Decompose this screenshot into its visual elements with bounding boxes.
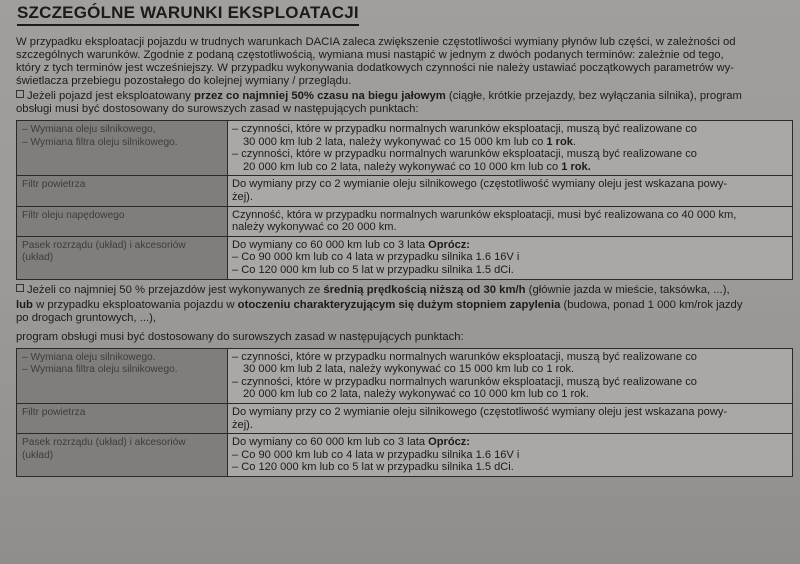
checkbox-bullet-icon [16, 284, 24, 292]
checkbox-bullet-icon [16, 90, 24, 98]
table-row: Pasek rozrządu (układ) i akcesoriów (układ) Do wymiany co 60 000 km lub co 3 lata Oprócz: – Co 90 000 km lub co 4 lata w przypadku silnika 1.6 16V i – Co 120 000 km lub co 5 lat w przypadku silnika 1.5 dCi. [17, 434, 793, 477]
condition-low-speed-paragraph: Jeżeli co najmniej 50 % przejazdów jest wykonywanych ze średnią prędkością niższą od 30 km/h (głównie jazda w mieście, taksówka, ...), lub w przypadku eksploatowania pojazdu w otoczeniu charakteryzującym się dużym stopniem zapylenia (budowa, ponad 1 000 km/rok jazdy po drogach gruntowych, ...), program obsługi musi być dostosowany do surowszych zasad w następujących punktach: [16, 283, 743, 343]
maintenance-table-low-speed [16, 348, 793, 477]
page-title: SZCZEGÓLNE WARUNKI EKSPLOATACJI [17, 3, 359, 26]
table-row: Filtr powietrza Do wymiany przy co 2 wymianie oleju silnikowego (częstotliwość wymiany oleju jest wskazana powy- żej). [17, 403, 793, 433]
table-row: – Wymiana oleju silnikowego. – Wymiana filtra oleju silnikowego. – czynności, które w przypadku normalnych warunków eksploatacji, muszą być realizowane co 30 000 km lub 2 lata, należy wykonywać co 15 000 km lub co 1 rok. – czynności, które w przypadku normalnych warunków eksploatacji, muszą być realizowane co 20 000 km lub co 2 lata, należy wykonywać co 10 000 km lub co 1 rok. [17, 348, 793, 403]
condition-idle-paragraph: Jeżeli pojazd jest eksploatowany przez co najmniej 50% czasu na biegu jałowym (ciągłe, krótkie przejazdy, bez wyłączania silnika), program obsługi musi być dostosowany do surowszych zasad w następujących punktach: [16, 90, 742, 115]
table-row: Pasek rozrządu (układ) i akcesoriów (układ) Do wymiany co 60 000 km lub co 3 lata Oprócz: – Co 90 000 km lub co 4 lata w przypadku silnika 1.6 16V i – Co 120 000 km lub co 5 lat w przypadku silnika 1.5 dCi. [17, 236, 793, 279]
intro-paragraph: W przypadku eksploatacji pojazdu w trudnych warunkach DACIA zaleca zwiększenie częstotliwości wymiany płynów lub części, w zależności od szczególnych warunków. Zgodnie z podaną częstotliwością, wymiana musi nastąpić w jednym z dwóch podanych terminów: zależnie od tego, który z tych terminów jest wcześniejszy. W przypadku wykonywania dodatkowych czynności nie należy ustawiać początkowych parametrów wy- świetlacza przebiegu pozostałego do kolejnej wymiany / przeglądu. [16, 36, 736, 87]
table-row: – Wymiana oleju silnikowego, – Wymiana filtra oleju silnikowego. – czynności, które w przypadku normalnych warunków eksploatacji, muszą być realizowane co 30 000 km lub 2 lata, należy wykonywać co 15 000 km lub co 1 rok. – czynności, które w przypadku normalnych warunków eksploatacji, muszą być realizowane co 20 000 km lub co 2 lata, należy wykonywać co 10 000 km lub co 1 rok. [17, 121, 793, 176]
table-row: Filtr powietrza Do wymiany przy co 2 wymianie oleju silnikowego (częstotliwość wymiany oleju jest wskazana powy- żej). [17, 176, 793, 206]
table-row: Filtr oleju napędowego Czynność, która w przypadku normalnych warunków eksploatacji, musi być realizowana co 40 000 km, należy wykonywać co 20 000 km. [17, 206, 793, 236]
maintenance-table-idle [16, 120, 793, 280]
